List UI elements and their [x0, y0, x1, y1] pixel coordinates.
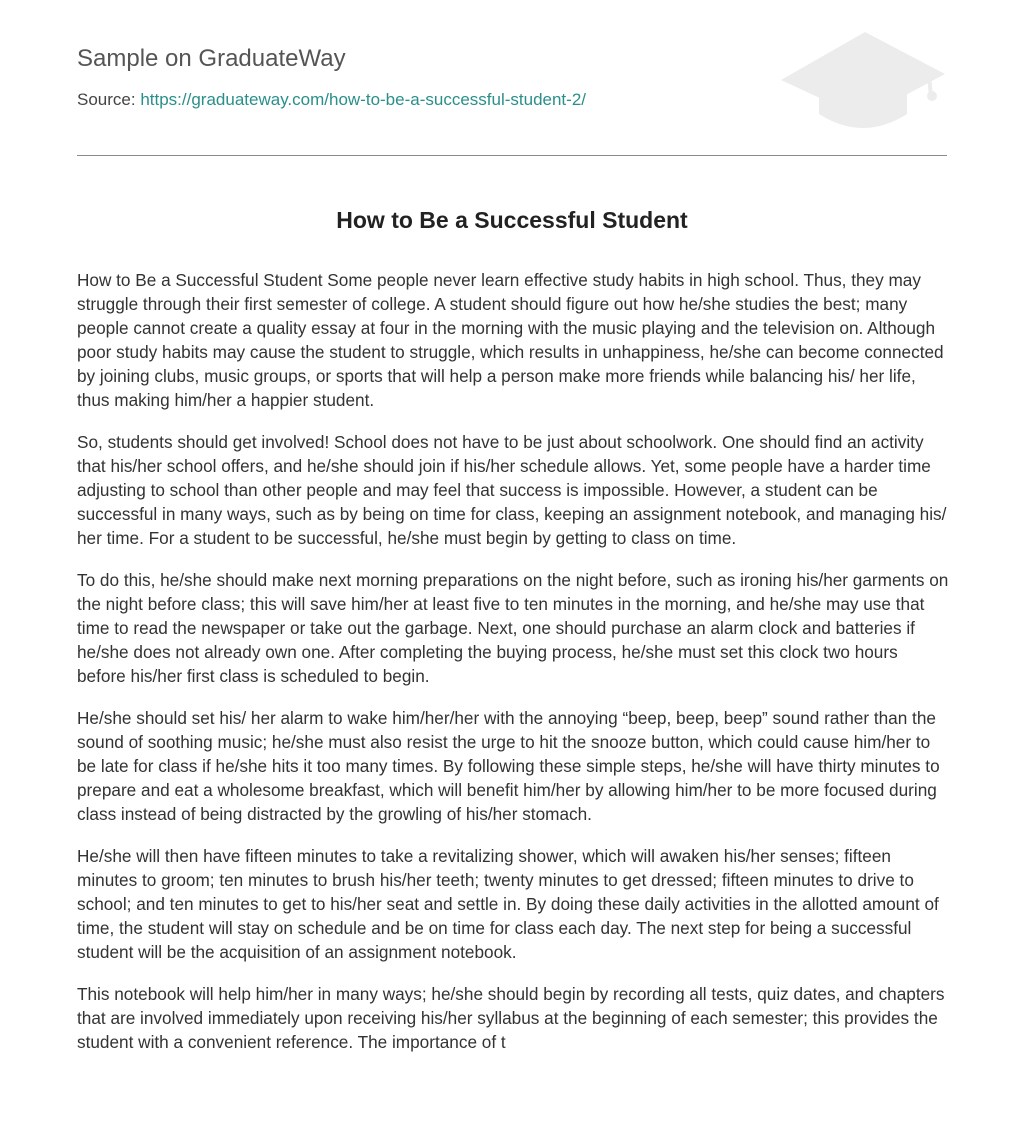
- site-title: Sample on GraduateWay: [77, 45, 346, 72]
- header-divider: [77, 155, 947, 156]
- article-paragraph: He/she should set his/ her alarm to wake him/her/her with the annoying “beep, beep, beep” sound rather than the sound of soothing music; he/she must also resist the urge to hit the snooze button, which could cause him/her to be late for class if he/she hits it too many times. By following these simple steps, he/she will have thirty minutes to prepare and eat a wholesome breakfast, which will benefit him/her by allowing him/her to be more focused during class instead of being distracted by the growling of his/her stomach.: [77, 708, 940, 824]
- page-header: [77, 0, 947, 156]
- source-link[interactable]: https://graduateway.com/how-to-be-a-successful-student-2/: [140, 90, 586, 109]
- source-label: Source:: [77, 90, 136, 109]
- source-line: [77, 89, 586, 111]
- article-body: [77, 268, 949, 1072]
- article-paragraph: How to Be a Successful Student Some people never learn effective study habits in high school. Thus, they may struggle through their first semester of college. A student should figure out how he/she studies the best; many people cannot create a quality essay at four in the morning with the music playing and the television on. Although poor study habits may cause the student to struggle, which results in unhappiness, he/she can become connected by joining clubs, music groups, or sports that will help a person make more friends while balancing his/ her life, thus making him/her a happier student.: [77, 270, 944, 410]
- article-paragraph: He/she will then have fifteen minutes to take a revitalizing shower, which will awaken his/her senses; fifteen minutes to groom; ten minutes to brush his/her teeth; twenty minutes to get dressed; fifteen minutes to drive to school; and ten minutes to get to his/her seat and settle in. By doing these daily activities in the allotted amount of time, the student will stay on schedule and be on time for class each day. The next step for being a successful student will be the acquisition of an assignment notebook.: [77, 846, 939, 962]
- graduation-cap-icon: [779, 30, 947, 134]
- article-paragraph: So, students should get involved! School does not have to be just about schoolwork. One should find an activity that his/her school offers, and he/she should join if his/her schedule allows. Yet, some people have a harder time adjusting to school than other people and may feel that success is impossible. However, a student can be successful in many ways, such as by being on time for class, keeping an assignment notebook, and managing his/ her time. For a student to be successful, he/she must begin by getting to class on time.: [77, 432, 947, 548]
- article-paragraph: To do this, he/she should make next morning preparations on the night before, such as ironing his/her garments on the night before class; this will save him/her at least five to ten minutes in the morning, and he/she may use that time to read the newspaper or take out the garbage. Next, one should purchase an alarm clock and batteries if he/she does not already own one. After completing the buying process, he/she must set this clock two hours before his/her first class is scheduled to begin.: [77, 570, 949, 686]
- article-paragraph: This notebook will help him/her in many ways; he/she should begin by recording all tests, quiz dates, and chapters that are involved immediately upon receiving his/her syllabus at the beginning of each semester; this provides the student with a convenient reference. The importance of t: [77, 984, 945, 1052]
- article-title: How to Be a Successful Student: [336, 207, 688, 233]
